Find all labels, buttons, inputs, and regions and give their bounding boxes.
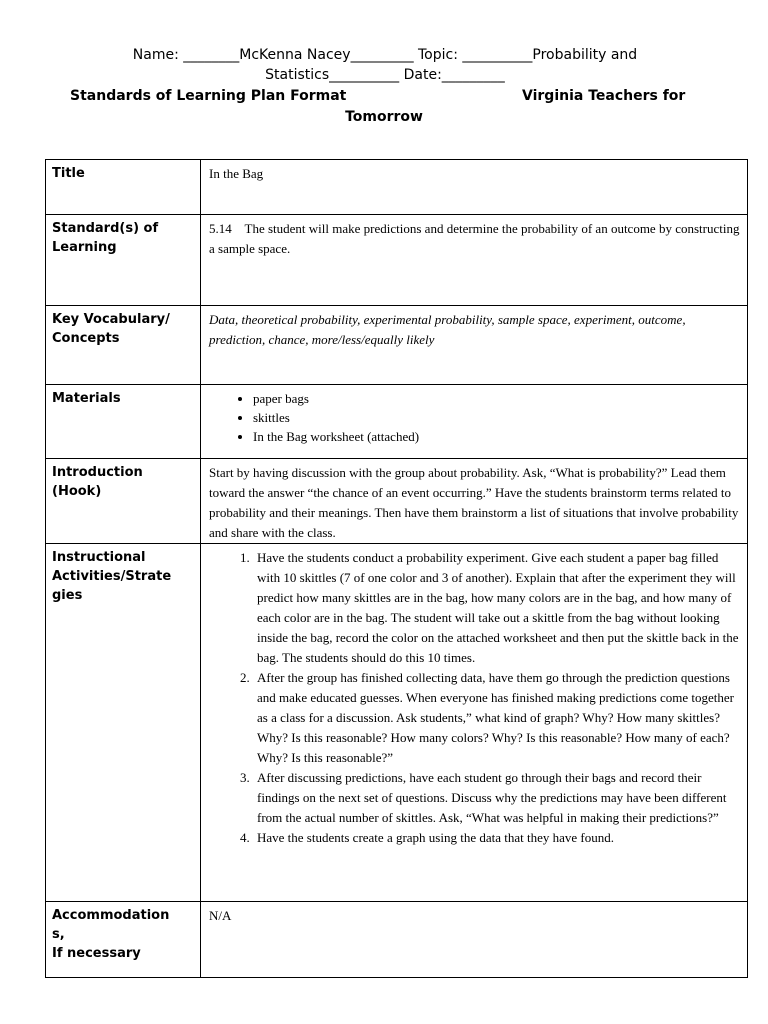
accommodations-label-line1: Accommodation (52, 908, 170, 923)
accommodations-label (46, 902, 201, 978)
activities-label (46, 544, 201, 902)
name-topic-line: Name: ________McKenna Nacey_________ Topic: __________Probability and (132, 47, 638, 63)
activity-step: 3. After discussing predictions, have each student go through their bags and record their findings on the next set of questions. Discuss why the predictions may have been different from the actual number of skittles. Ask, “What was helpful in making their predictions?” (253, 768, 741, 828)
lesson-plan-table (45, 159, 748, 978)
vocabulary-label (46, 306, 201, 385)
materials-item: • skittles (253, 408, 741, 427)
activity-step: 4. Have the students create a graph using the data that they have found. (253, 828, 741, 848)
introduction-label-line1: Introduction (52, 465, 143, 480)
activity-step: 1. Have the students conduct a probability experiment. Give each student a paper bag filled with 10 skittles (7 of one color and 3 of another). Explain that after the experiment they will predict how many skittles are in the bag, how many colors are in the bag, and how many of each color are in the bag. The student will take out a skittle from the bag without looking inside the bag, record the color on the attached worksheet and then put the skittle back in the bag. The students should do this 10 times. (253, 548, 741, 668)
introduction-value: Start by having discussion with the group about probability. Ask, “What is probability?” Lead them toward the answer “the chance of an event occurring.” Have the students brainstorm terms related to probability and their meanings. Then have them brainstorm a list of situations that involve probability and share with the class. (201, 459, 748, 544)
introduction-label (46, 459, 201, 544)
activities-label-line2: Activities/Strate (52, 569, 172, 584)
header-name-topic (40, 45, 730, 85)
materials-item: • In the Bag worksheet (attached) (253, 427, 741, 446)
accommodations-label-line3: If necessary (52, 946, 141, 961)
activities-value (201, 544, 748, 902)
table-row-vocabulary (46, 306, 748, 385)
activity-step: 2. After the group has finished collecting data, have them go through the prediction questions and make educated guesses. When everyone has finished making predictions come together as a class for a discussion. Ask students,” what kind of graph? Why? How many skittles? Why? Is this reasonable? How many colors? Why? Is this reasonable? How many of each? Why? Is this reasonable?” (253, 668, 741, 768)
vocabulary-label-line1: Key Vocabulary/ (52, 312, 170, 327)
accommodations-value: N/A (201, 902, 748, 978)
standards-label-line2: Learning (52, 240, 117, 255)
materials-value (201, 385, 748, 459)
table-row-standards (46, 215, 748, 306)
standards-label-line1: Standard(s) of (52, 221, 159, 236)
vocabulary-label-line2: Concepts (52, 331, 120, 346)
table-row-activities (46, 544, 748, 902)
vocabulary-value: Data, theoretical probability, experimental probability, sample space, experiment, outcome, prediction, chance, more/less/equally likely (201, 306, 748, 385)
introduction-label-line2: (Hook) (52, 484, 102, 499)
organization-name: Virginia Teachers for (522, 88, 686, 104)
table-row-accommodations (46, 902, 748, 978)
materials-list (209, 389, 741, 446)
title-value: In the Bag (201, 160, 748, 215)
activities-label-line3: gies (52, 588, 83, 603)
activities-list (209, 548, 741, 848)
table-row-materials (46, 385, 748, 459)
standards-label (46, 215, 201, 306)
materials-label: Materials (46, 385, 201, 459)
activities-label-line1: Instructional (52, 550, 146, 565)
table-row-title (46, 160, 748, 215)
plan-format-title: Standards of Learning Plan Format (70, 88, 347, 104)
standards-value: 5.14 The student will make predictions and determine the probability of an outcome by constructing a sample space. (201, 215, 748, 306)
title-label: Title (46, 160, 201, 215)
organization-name-continued: Tomorrow (345, 109, 423, 125)
accommodations-label-line2: s, (52, 927, 65, 942)
table-row-introduction (46, 459, 748, 544)
topic-date-line: Statistics__________ Date:_________ (265, 67, 505, 83)
materials-item: • paper bags (253, 389, 741, 408)
